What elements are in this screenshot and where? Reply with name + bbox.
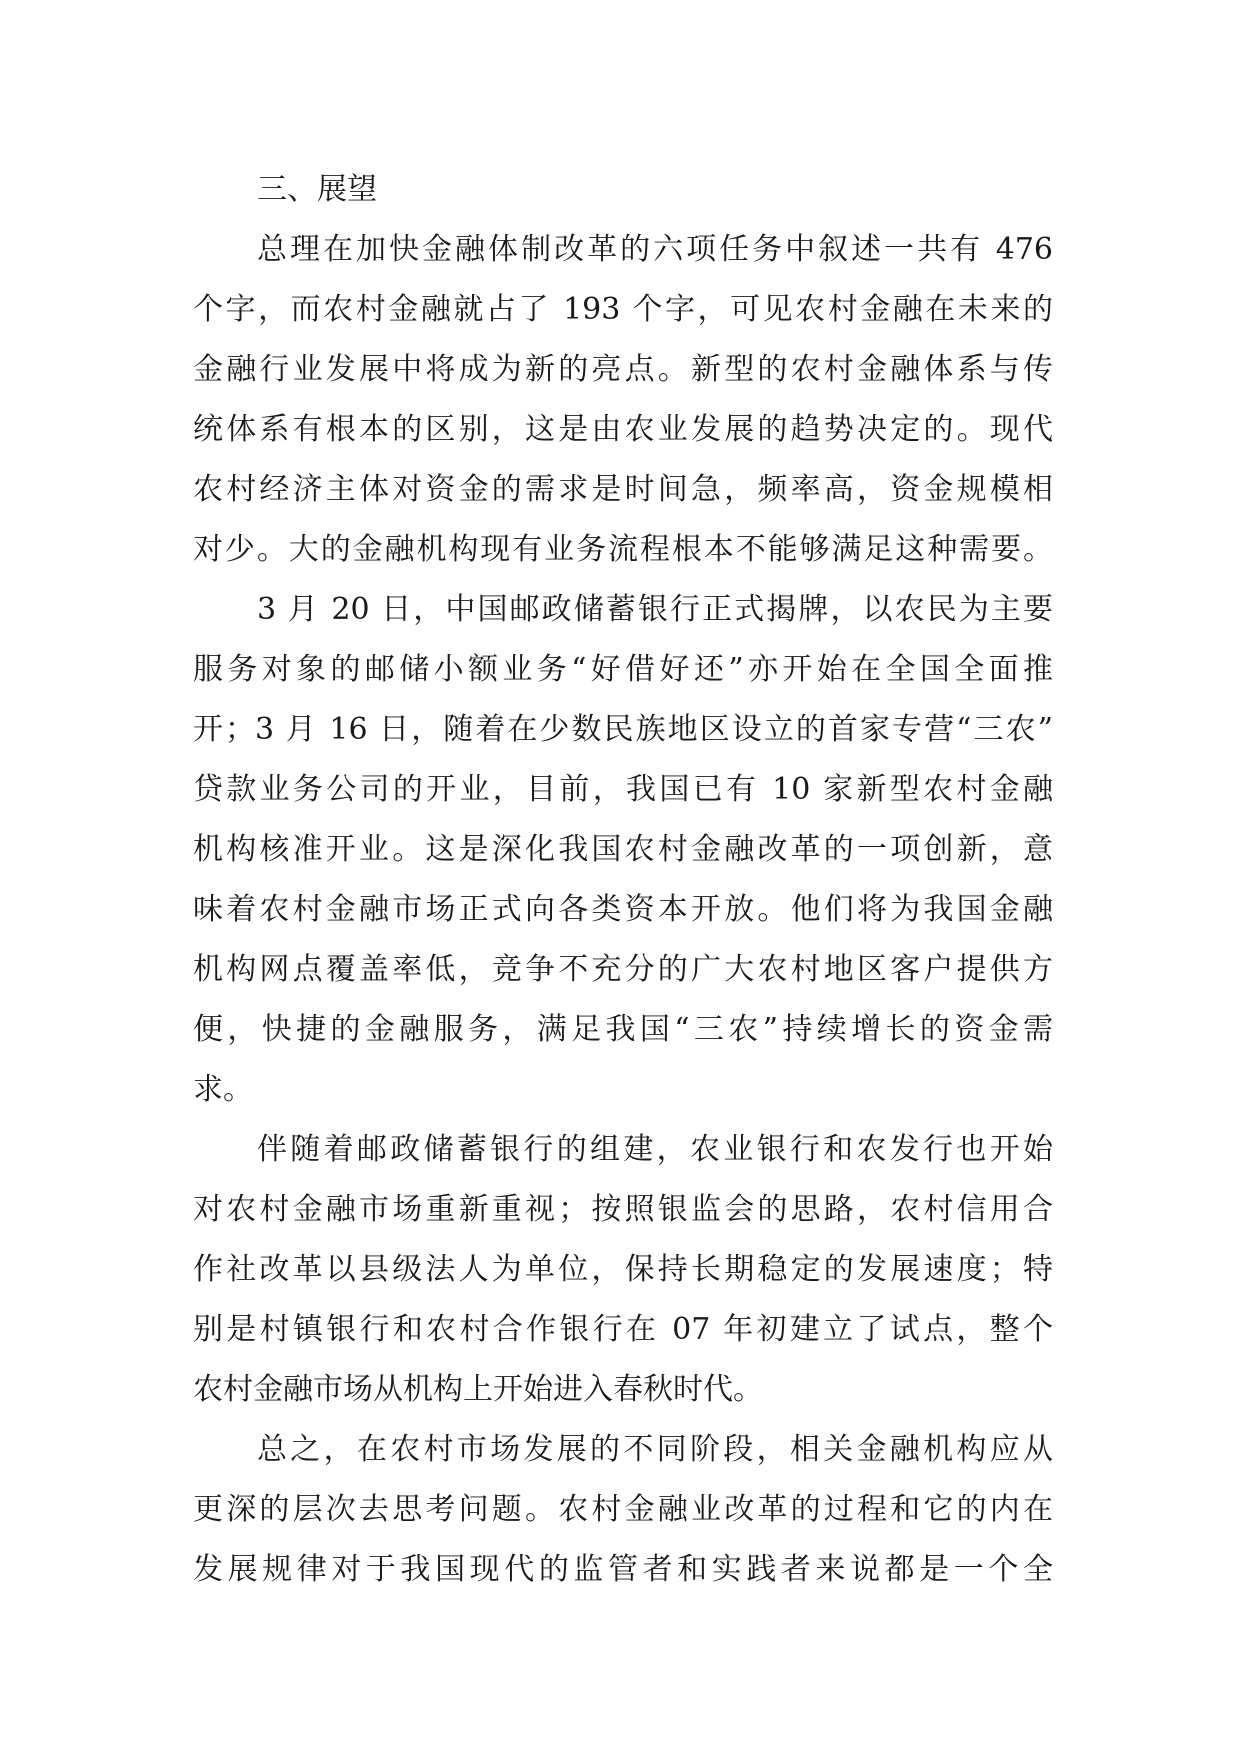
paragraph-line: 服务对象的邮储小额业务“好借好还”亦开始在全国全面推 [193, 652, 1053, 687]
paragraph-line: 农村经济主体对资金的需求是时间急，频率高，资金规模相 [193, 472, 1053, 507]
paragraph-line: 更深的层次去思考问题。农村金融业改革的过程和它的内在 [193, 1492, 1053, 1527]
paragraph-line: 统体系有根本的区别，这是由农业发展的趋势决定的。现代 [193, 412, 1053, 447]
paragraph-line: 求。 [193, 1072, 253, 1107]
paragraph-line: 机构核准开业。这是深化我国农村金融改革的一项创新，意 [193, 832, 1053, 867]
paragraph-line: 总之，在农村市场发展的不同阶段，相关金融机构应从 [257, 1432, 1053, 1467]
paragraph-line: 对农村金融市场重新重视；按照银监会的思路，农村信用合 [193, 1192, 1053, 1227]
paragraph-line: 伴随着邮政储蓄银行的组建，农业银行和农发行也开始 [257, 1132, 1053, 1167]
paragraph-line: 机构网点覆盖率低，竞争不充分的广大农村地区客户提供方 [193, 952, 1053, 987]
paragraph-line: 金融行业发展中将成为新的亮点。新型的农村金融体系与传 [193, 352, 1053, 387]
paragraph-line: 个字，而农村金融就占了 193 个字，可见农村金融在未来的 [193, 292, 1053, 327]
paragraph-line: 便，快捷的金融服务，满足我国“三农”持续增长的资金需 [193, 1012, 1053, 1047]
section-heading: 三、展望 [257, 172, 377, 207]
paragraph-line: 发展规律对于我国现代的监管者和实践者来说都是一个全 [193, 1552, 1053, 1587]
paragraph-line: 农村金融市场从机构上开始进入春秋时代。 [193, 1372, 763, 1407]
paragraph-line: 开；3 月 16 日，随着在少数民族地区设立的首家专营“三农” [193, 712, 1053, 747]
paragraph-line: 别是村镇银行和农村合作银行在 07 年初建立了试点，整个 [193, 1312, 1053, 1347]
paragraph-line: 总理在加快金融体制改革的六项任务中叙述一共有 476 [257, 232, 1053, 267]
paragraph-line: 作社改革以县级法人为单位，保持长期稳定的发展速度；特 [193, 1252, 1053, 1287]
paragraph-line: 味着农村金融市场正式向各类资本开放。他们将为我国金融 [193, 892, 1053, 927]
document-body [193, 160, 1053, 1600]
paragraph-line: 3 月 20 日，中国邮政储蓄银行正式揭牌，以农民为主要 [257, 592, 1053, 627]
paragraph-line: 对少。大的金融机构现有业务流程根本不能够满足这种需要。 [193, 532, 1053, 567]
paragraph-line: 贷款业务公司的开业，目前，我国已有 10 家新型农村金融 [193, 772, 1053, 807]
